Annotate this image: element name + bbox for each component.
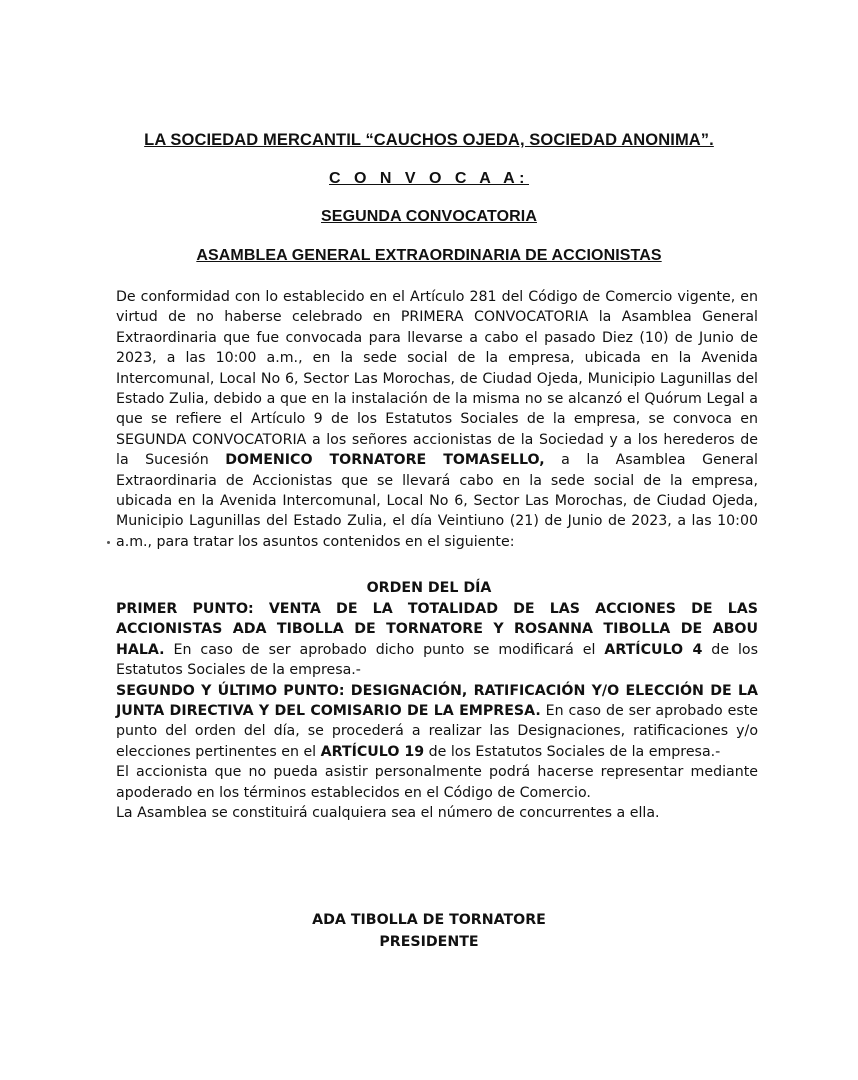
punto-2-end: de los Estatutos Sociales de la empresa.- (424, 743, 721, 760)
signatory-name: ADA TIBOLLA DE TORNATORE (312, 912, 546, 928)
punto-1-end: de los Estatutos Sociales de la empresa.- (116, 641, 759, 679)
company-heading: LA SOCIEDAD MERCANTIL “CAUCHOS OJEDA, SOCIEDAD ANONIMA”. (144, 131, 714, 149)
punto-1-text: En caso de ser aprobado dicho punto se modificará el (164, 641, 605, 658)
signatory-role: PRESIDENTE (379, 934, 479, 950)
punto-1-heading: PRIMER PUNTO: VENTA DE LA TOTALIDAD DE LAS ACCIONES DE LAS ACCIONISTAS ADA TIBOLLA DE TORNATORE Y ROSANNA TIBOLLA DE ABOU HALA. (116, 601, 758, 658)
nota-quorum: La Asamblea se constituirá cualquiera sea el número de concurrentes a ella. (116, 805, 660, 822)
asamblea-heading: ASAMBLEA GENERAL EXTRAORDINARIA DE ACCIONISTAS (196, 247, 662, 264)
orden-items (116, 599, 758, 823)
punto-2-heading: SEGUNDO Y ÚLTIMO PUNTO: DESIGNACIÓN, RATIFICACIÓN Y/O ELECCIÓN DE LA JUNTA DIRECTIVA Y DEL COMISARIO DE LA EMPRESA. (116, 682, 758, 720)
intro-paragraph (116, 287, 758, 552)
punto-1 (116, 599, 758, 681)
punto-2-article: ARTÍCULO 19 (320, 743, 425, 760)
intro-text-part2: a la Asamblea General Extraordinaria de Accionistas que se llevará cabo en la sede social de la empresa, ubicada en la Avenida Intercomunal, Local No 6, Sector Las Morochas, de Ciudad Ojeda, Municipio Lagunillas del Estado Zulia, el día Veintiuno (21) de Junio de 2023, a las 10:00 a.m., para tratar los asuntos contenidos en el siguiente: (116, 452, 758, 550)
nota-representacion: El accionista que no pueda asistir personalmente podrá hacerse representar mediante apoderado en los términos establecidos en el Código de Comercio. (116, 764, 758, 801)
intro-bold-name: DOMENICO TORNATORE TOMASELLO, (225, 452, 545, 469)
convoca-heading: C O N V O C A A: (329, 170, 529, 187)
punto-1-article: ARTÍCULO 4 (604, 641, 703, 658)
orden-del-dia-title: ORDEN DEL DÍA (366, 580, 492, 596)
segunda-convocatoria-heading: SEGUNDA CONVOCATORIA (321, 208, 537, 225)
scan-speck (107, 541, 110, 544)
punto-2 (116, 681, 758, 763)
intro-text-part1: De conformidad con lo establecido en el Artículo 281 del Código de Comercio vigente, en virtud de no haberse celebrado en PRIMERA CONVOCATORIA la Asamblea General Extraordinaria que fue convocada para llevarse a cabo el pasado Diez (10) de Junio de 2023, a las 10:00 a.m., en la sede social de la empresa, ubicada en la Avenida Intercomunal, Local No 6, Sector Las Morochas, de Ciudad Ojeda, Municipio Lagunillas del Estado Zulia, debido a que en la instalación de la misma no se alcanzó el Quórum Legal a que se refiere el Artículo 9 de los Estatutos Sociales de la empresa, se convoca en SEGUNDA CONVOCATORIA a los señores accionistas de la Sociedad y a los herederos de la Sucesión (116, 289, 758, 469)
punto-2-text: En caso de ser aprobado este punto del orden del día, se procederá a realizar las Designaciones, ratificaciones y/o elecciones pertinentes en el (116, 703, 758, 760)
